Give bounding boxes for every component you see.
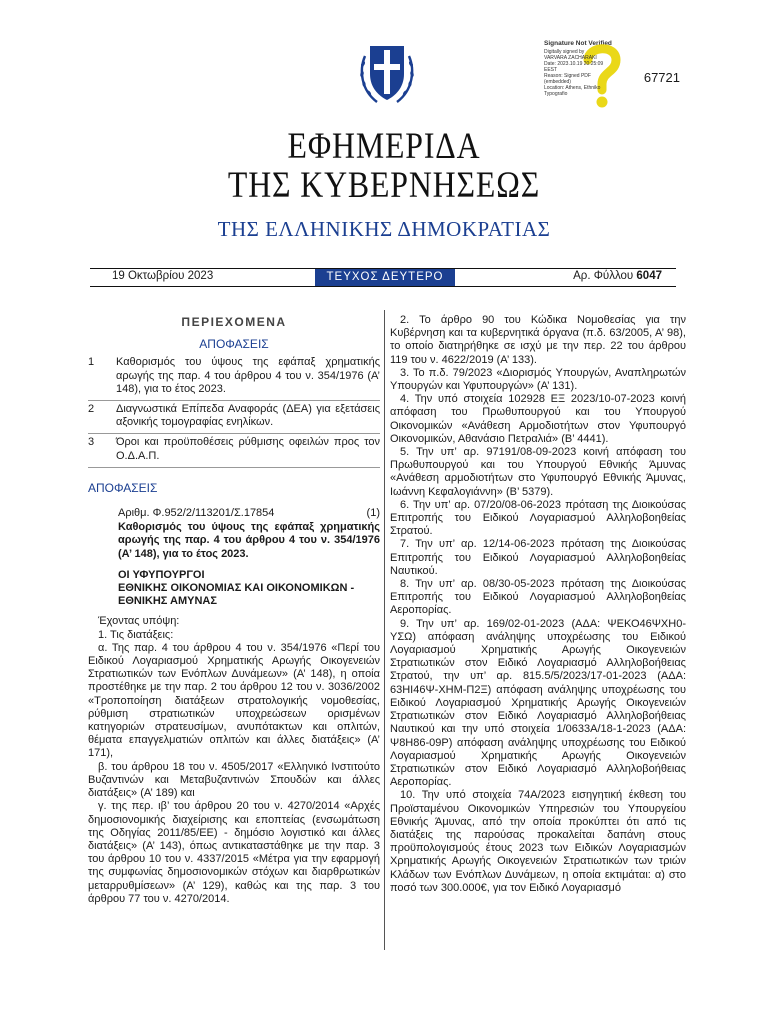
toc-number: 1 xyxy=(88,356,95,369)
toc-text: Όροι και προϋποθέσεις ρύθμισης οφειλών προς τον Ο.Δ.Α.Π. xyxy=(116,436,380,462)
body-paragraph: γ. της περ. ιβ’ του άρθρου 20 του ν. 4270/2014 «Αρχές δημοσιονομικής διαχείρισης και εποπτείας (ενσωμάτωση της Οδηγίας 2011/85/ΕΕ) - δημόσιο λογιστικό και άλλες διατάξεις» (Α’ 143), όπως αντικαταστάθηκε με την παρ. 3 του άρθρου 10 του ν. 4337/2015 «Μέτρα για την εφαρμογή της συμφωνίας δημοσιονομικών στόχων και διαρθρωτικών μεταρρυθμίσεων» (Α’ 129), καθώς και της παρ. 3 του άρθρου 77 του ν. 4270/2014. xyxy=(88,800,380,905)
body-paragraph: 4. Την υπό στοιχεία 102928 ΕΞ 2023/10-07-2023 κοινή απόφαση του Πρωθυπουργού και του Υπουργού Οικονομικών «Ανάθεση Αρμοδιοτήτων στον Υφυπουργό Οικονομικών, Αθανάσιο Πετραλιά» (Β’ 4441). xyxy=(390,393,686,445)
ministers-heading xyxy=(88,569,380,609)
body-paragraph: 3. Το π.δ. 79/2023 «Διορισμός Υπουργών, Αναπληρωτών Υπουργών και Υφυπουργών» (Α’ 131). xyxy=(390,366,686,393)
body-paragraph: 2. Το άρθρο 90 του Κώδικα Νομοθεσίας για την Κυβέρνηση και τα κυβερνητικά όργανα (π.δ. 63/2005, Α’ 98), το οποίο διατηρήθηκε σε ισχύ με την περ. 22 του άρθρου 119 του ν. 4622/2019 (Α’ 133). xyxy=(390,314,686,366)
decisions-heading: ΑΠΟΦΑΣΕΙΣ xyxy=(88,480,158,495)
greek-coat-of-arms-icon xyxy=(355,36,419,110)
signature-line: Date: 2023.10.19 20:25:09 xyxy=(544,61,604,67)
body-paragraph: α. Της παρ. 4 του άρθρου 4 του ν. 354/1976 «Περί του Ειδικού Λογαριασμού Χρηματικής Αρωγής Οικογενειών Στρατιωτικών των Ενόπλων Δυνάμεων» (Α’ 148), η οποία προστέθηκε με την παρ. 2 του άρθρου 12 του ν. 3036/2002 «Τροποποίηση διατάξεων στρατολογικής νομοθεσίας, ρύθμιση στρατιωτικών υποχρεώσεων ορισμένων κατηγοριών στρατευσίμων, ανυπότακτων και οπλιτών, θέματα επαγγελματιών οπλιτών και άλλες διατάξεις» (Α’ 171), xyxy=(88,641,380,760)
signature-line: Reason: Signed PDF xyxy=(544,73,591,79)
body-paragraph: 8. Την υπ’ αρ. 08/30-05-2023 πρόταση της Διοικούσας Επιτροπής του Ειδικού Λογαριασμού Αλληλοβοηθείας Αεροπορίας. xyxy=(390,578,686,617)
contents-subheading: ΑΠΟΦΑΣΕΙΣ xyxy=(199,337,269,352)
body-paragraph: 7. Την υπ’ αρ. 12/14-06-2023 πρόταση της Διοικούσας Επιτροπής του Ειδικού Λογαριασμού Αλληλοβοηθείας Ναυτικού. xyxy=(390,538,686,577)
signature-line: EEST xyxy=(544,67,558,73)
table-of-contents xyxy=(88,354,380,467)
body-paragraph: Έχοντας υπόψη: xyxy=(98,615,180,628)
body-paragraph: 1. Τις διατάξεις: xyxy=(98,628,174,641)
toc-text: Διαγνωστικά Επίπεδα Αναφοράς (ΔΕΑ) για εξετάσεις αξονικής τομογραφίας ενηλίκων. xyxy=(116,403,380,429)
contents-heading: ΠΕΡΙΕΧΟΜΕΝΑ xyxy=(181,315,287,329)
toc-item[interactable] xyxy=(88,400,380,433)
signature-line: VARVARA ZACHARAKI xyxy=(544,55,597,61)
document-number: 67721 xyxy=(643,70,680,85)
digital-signature-stamp xyxy=(544,40,634,116)
toc-number: 2 xyxy=(88,403,95,416)
signature-line: Location: Athens, Ethniko xyxy=(544,85,601,91)
gazette-title-line2: ΤΗΣ ΚΥΒΕΡΝΗΣΕΩΣ xyxy=(227,165,541,206)
toc-item[interactable] xyxy=(88,354,380,400)
body-paragraph: 6. Την υπ’ αρ. 07/20/08-06-2023 πρόταση της Διοικούσας Επιτροπής του Ειδικού Λογαριασμού Αλληλοβοηθείας Στρατού. xyxy=(390,498,686,538)
toc-number: 3 xyxy=(88,436,95,449)
issue-info-bar xyxy=(90,268,676,287)
gazette-subtitle: ΤΗΣ ΕΛΛΗΝΙΚΗΣ ΔΗΜΟΚΡΑΤΙΑΣ xyxy=(217,217,551,241)
decision-index: (1) xyxy=(366,507,380,520)
ministers-line: ΟΙ ΥΦΥΠΟΥΡΓΟΙ xyxy=(118,568,205,581)
decision-title: Καθορισμός του ύψους της εφάπαξ χρηματικής αρωγής της παρ. 4 του άρθρου 4 του ν. 354/1976 (Α’ 148), για το έτος 2023. xyxy=(118,521,380,560)
signature-line: Digitally signed by xyxy=(544,49,585,55)
sheet-number: Αρ. Φύλλου 6047 xyxy=(573,270,662,282)
right-column xyxy=(390,314,686,895)
signature-status: Signature Not Verified xyxy=(544,40,612,47)
left-column xyxy=(88,314,380,906)
body-paragraph: 5. Την υπ’ αρ. 97191/08-09-2023 κοινή απόφαση του Πρωθυπουργού και του Υπουργού Εθνικής Άμυνας «Ανάθεση αρμοδιοτήτων στο Υφυπουργό Εθνικής Άμυνας, Ιωάννη Κεφαλογιάννη» (Β’ 5379). xyxy=(390,446,686,498)
toc-text: Καθορισμός του ύψους της εφάπαξ χρηματικής αρωγής της παρ. 4 του άρθρου 4 του ν. 354/1976 (Α’ 148), για το έτος 2023. xyxy=(116,356,380,395)
body-paragraph: 9. Την υπ’ αρ. 169/02-01-2023 (ΑΔΑ: ΨΕΚΟ46ΨΧΗ0-ΥΣΩ) απόφαση ανάληψης υποχρέωσης του Ειδικού Λογαριασμού Χρηματικής Αρωγής Οικογενειών Στρατιωτικών στον Ειδικό Λογαριασμό Αλληλοβοήθειας Στρατού, την υπ’ αρ. 815.5/5/2023/17-01-2023 (ΑΔΑ: 63ΗΙ46Ψ-ΧΗΜ-Π2Ξ) απόφαση ανάληψης υποχρέωσης του Ειδικού Λογαριασμού Χρηματικής Αρωγής Οικογενειών Στρατιωτικών στον Ειδικό Λογαριασμό Αλληλοβοήθειας Ναυτικού και την υπό στοιχεία 1/0633Α/18-1-2023 (ΑΔΑ: Ψ8Η86-09Ρ) απόφαση ανάληψης υποχρέωσης του Ειδικού Λογαριασμού Χρηματικής Αρωγής Οικογενειών Στρατιωτικών στον Ειδικό Λογαριασμό Αλληλοβοήθειας Αεροπορίας. xyxy=(390,617,686,789)
body-paragraph: 10. Την υπό στοιχεία 74Α/2023 εισηγητική έκθεση του Προϊσταμένου Οικονομικών Υπηρεσιών του Υπουργείου Εθνικής Άμυνας, από την οποία προκύπτει ότι από τις διατάξεις της παρούσας προκαλείται δαπάνη στους προϋπολογισμούς έτους 2023 των Ειδικών Λογαριασμών Χρηματικής Αρωγής Οικογενειών Στρατιωτικών των τριών Κλάδων των Ενόπλων Δυνάμεων, η οποία εκτιμάται: α) στο ποσό των 300.000€, για τον Ειδικό Λογαριασμό xyxy=(390,789,686,894)
decision-ref-number: Αριθμ. Φ.952/2/113201/Σ.17854 xyxy=(118,507,275,520)
body-paragraph: β. του άρθρου 18 του ν. 4505/2017 «Ελληνικό Ινστιτούτο Βυζαντινών και Μεταβυζαντινών Σπουδών και άλλες διατάξεις» (Α’ 189) και xyxy=(88,760,380,800)
issue-series-badge: ΤΕΥΧΟΣ ΔΕΥΤΕΡΟ xyxy=(315,269,455,286)
issue-date: 19 Οκτωβρίου 2023 xyxy=(112,270,214,282)
gazette-title-line1: ΕΦΗΜΕΡΙΔΑ xyxy=(287,126,481,167)
signature-line: Typografio xyxy=(544,91,568,97)
toc-item[interactable] xyxy=(88,433,380,466)
column-divider xyxy=(384,310,385,950)
decision-reference xyxy=(88,507,380,520)
signature-line: (embedded) xyxy=(544,79,571,85)
ministers-line: ΕΘΝΙΚΗΣ ΟΙΚΟΝΟΜΙΑΣ ΚΑΙ ΟΙΚΟΝΟΜΙΚΩΝ - ΕΘΝΙΚΗΣ ΑΜΥΝΑΣ xyxy=(118,582,355,608)
